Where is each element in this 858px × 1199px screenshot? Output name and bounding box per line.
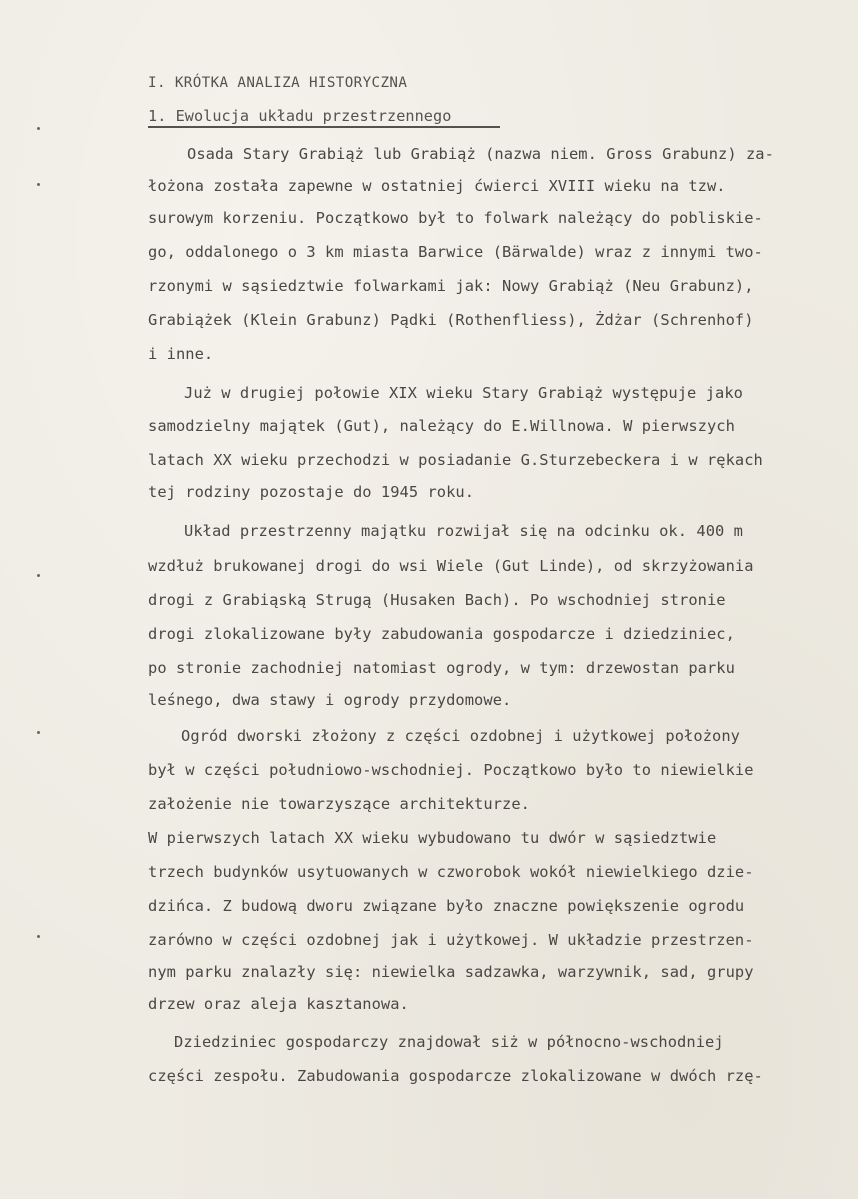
text-line: samodzielny majątek (Gut), należący do E.Willnowa. W pierwszych [148,417,735,435]
text-line: latach XX wieku przechodzi w posiadanie G.Sturzebeckera i w rękach [148,451,763,469]
punch-mark [37,127,40,130]
subsection-underline [148,126,500,128]
text-line: trzech budynków usytuowanych w czworobok wokół niewielkiego dzie- [148,863,754,881]
text-line: po stronie zachodniej natomiast ogrody, w tym: drzewostan parku [148,659,735,677]
text-line: tej rodziny pozostaje do 1945 roku. [148,483,475,501]
text-line: leśnego, dwa stawy i ogrody przydomowe. [148,691,512,709]
punch-mark [37,731,40,734]
text-line: drogi zlokalizowane były zabudowania gospodarcze i dziedziniec, [148,625,735,643]
text-line: drzew oraz aleja kasztanowa. [148,995,409,1013]
text-line: Osada Stary Grabiąż lub Grabiąż (nazwa niem. Gross Grabunz) za- [187,145,774,163]
subsection-title: 1. Ewolucja układu przestrzennego [148,107,452,125]
text-line: łożona została zapewne w ostatniej ćwierci XVIII wieku na tzw. [148,177,726,195]
text-line: nym parku znalazły się: niewielka sadzawka, warzywnik, sad, grupy [148,963,754,981]
text-line: wzdłuż brukowanej drogi do wsi Wiele (Gut Linde), od skrzyżowania [148,557,754,575]
text-line: drogi z Grabiąską Strugą (Husaken Bach). Po wschodniej stronie [148,591,726,609]
text-line: zarówno w części ozdobnej jak i użytkowej. W układzie przestrzen- [148,931,754,949]
text-line: Układ przestrzenny majątku rozwijał się na odcinku ok. 400 m [184,522,743,540]
text-line: i inne. [148,345,214,363]
section-title: I. KRÓTKA ANALIZA HISTORYCZNA [148,75,408,91]
text-line: Ogród dworski złożony z części ozdobnej i użytkowej położony [181,727,740,745]
punch-mark [37,935,40,938]
text-line: części zespołu. Zabudowania gospodarcze zlokalizowane w dwóch rzę- [148,1067,763,1085]
text-line: był w części południowo-wschodniej. Początkowo było to niewielkie [148,761,754,779]
punch-mark [37,574,40,577]
text-line: dzińca. Z budową dworu związane było znaczne powiększenie ogrodu [148,897,745,915]
text-line: W pierwszych latach XX wieku wybudowano tu dwór w sąsiedztwie [148,829,717,847]
text-line: założenie nie towarzyszące architekturze. [148,795,530,813]
text-line: Dziedziniec gospodarczy znajdował siż w północno-wschodniej [174,1033,724,1051]
text-line: Już w drugiej połowie XIX wieku Stary Grabiąż występuje jako [184,384,743,402]
text-line: rzonymi w sąsiedztwie folwarkami jak: Nowy Grabiąż (Neu Grabunz), [148,277,754,295]
text-line: surowym korzeniu. Początkowo był to folwark należący do pobliskie- [148,209,763,227]
text-line: Grabiążek (Klein Grabunz) Pądki (Rothenfliess), Żdżar (Schrenhof) [148,311,754,329]
text-line: go, oddalonego o 3 km miasta Barwice (Bärwalde) wraz z innymi two- [148,243,763,261]
punch-mark [37,183,40,186]
